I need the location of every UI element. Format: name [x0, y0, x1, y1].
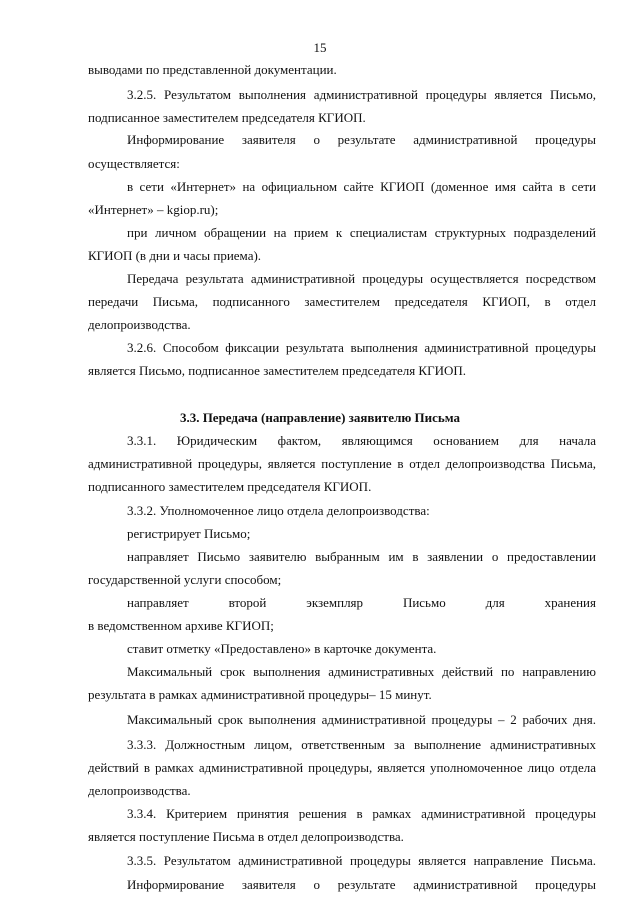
text-line: подписанного заместителем председателя КГИОП.	[88, 479, 372, 494]
text-line: при личном обращении на прием к специалистам структурных подразделений	[127, 225, 596, 240]
text-line: Информирование заявителя о результате административной процедуры	[127, 877, 596, 892]
text-line: направляет Письмо заявителю выбранным им в заявлении о предоставлении	[127, 549, 596, 564]
text-line: направляет второй экземпляр Письмо для хранения	[127, 595, 596, 610]
text-line: результата в рамках административной процедуры– 15 минут.	[88, 687, 432, 702]
text-line: является поступление Письма в отдел делопроизводства.	[88, 829, 404, 844]
text-line: передачи Письма, подписанного заместителем председателя КГИОП, в отдел	[88, 294, 596, 309]
text-line: «Интернет» – kgiop.ru);	[88, 202, 219, 217]
text-line: делопроизводства.	[88, 783, 191, 798]
text-line: 3.2.6. Способом фиксации результата выполнения административной процедуры	[127, 340, 596, 355]
text-line: 3.3.4. Критерием принятия решения в рамках административной процедуры	[127, 806, 596, 821]
text-line: 3.3.5. Результатом административной процедуры является направление Письма.	[127, 853, 596, 868]
text-line: регистрирует Письмо;	[127, 526, 251, 541]
text-line: является Письмо, подписанное заместителем председателя КГИОП.	[88, 363, 467, 378]
text-line: административной процедуры, является поступление в отдел делопроизводства Письма,	[88, 456, 596, 471]
page-number: 15	[313, 40, 327, 55]
text-line: государственной услуги способом;	[88, 572, 282, 587]
text-line: в сети «Интернет» на официальном сайте КГИОП (доменное имя сайта в сети	[127, 179, 596, 194]
text-line: 3.2.5. Результатом выполнения административной процедуры является Письмо,	[127, 87, 596, 102]
text-line: осуществляется:	[88, 156, 180, 171]
text-line: 3.3.1. Юридическим фактом, являющимся основанием для начала	[127, 433, 596, 448]
text-line: ставит отметку «Предоставлено» в карточке документа.	[127, 641, 437, 656]
text-line: Максимальный срок выполнения административной процедуры – 2 рабочих дня.	[127, 712, 596, 727]
text-line: делопроизводства.	[88, 317, 191, 332]
text-line: в ведомственном архиве КГИОП;	[88, 618, 274, 633]
text-line: КГИОП (в дни и часы приема).	[88, 248, 262, 263]
text-line: подписанное заместителем председателя КГИОП.	[88, 110, 366, 125]
section-heading: 3.3. Передача (направление) заявителю Письма	[179, 410, 461, 425]
text-line: 3.3.3. Должностным лицом, ответственным за выполнение административных	[127, 737, 596, 752]
text-line: действий в рамках административной процедуры, является уполномоченное лицо отдела	[88, 760, 596, 775]
text-line: выводами по представленной документации.	[88, 62, 337, 77]
text-line: Максимальный срок выполнения административных действий по направлению	[127, 664, 596, 679]
text-line: Информирование заявителя о результате административной процедуры	[127, 132, 596, 147]
text-line: Передача результата административной процедуры осуществляется посредством	[127, 271, 596, 286]
text-line: 3.3.2. Уполномоченное лицо отдела делопроизводства:	[127, 503, 430, 518]
